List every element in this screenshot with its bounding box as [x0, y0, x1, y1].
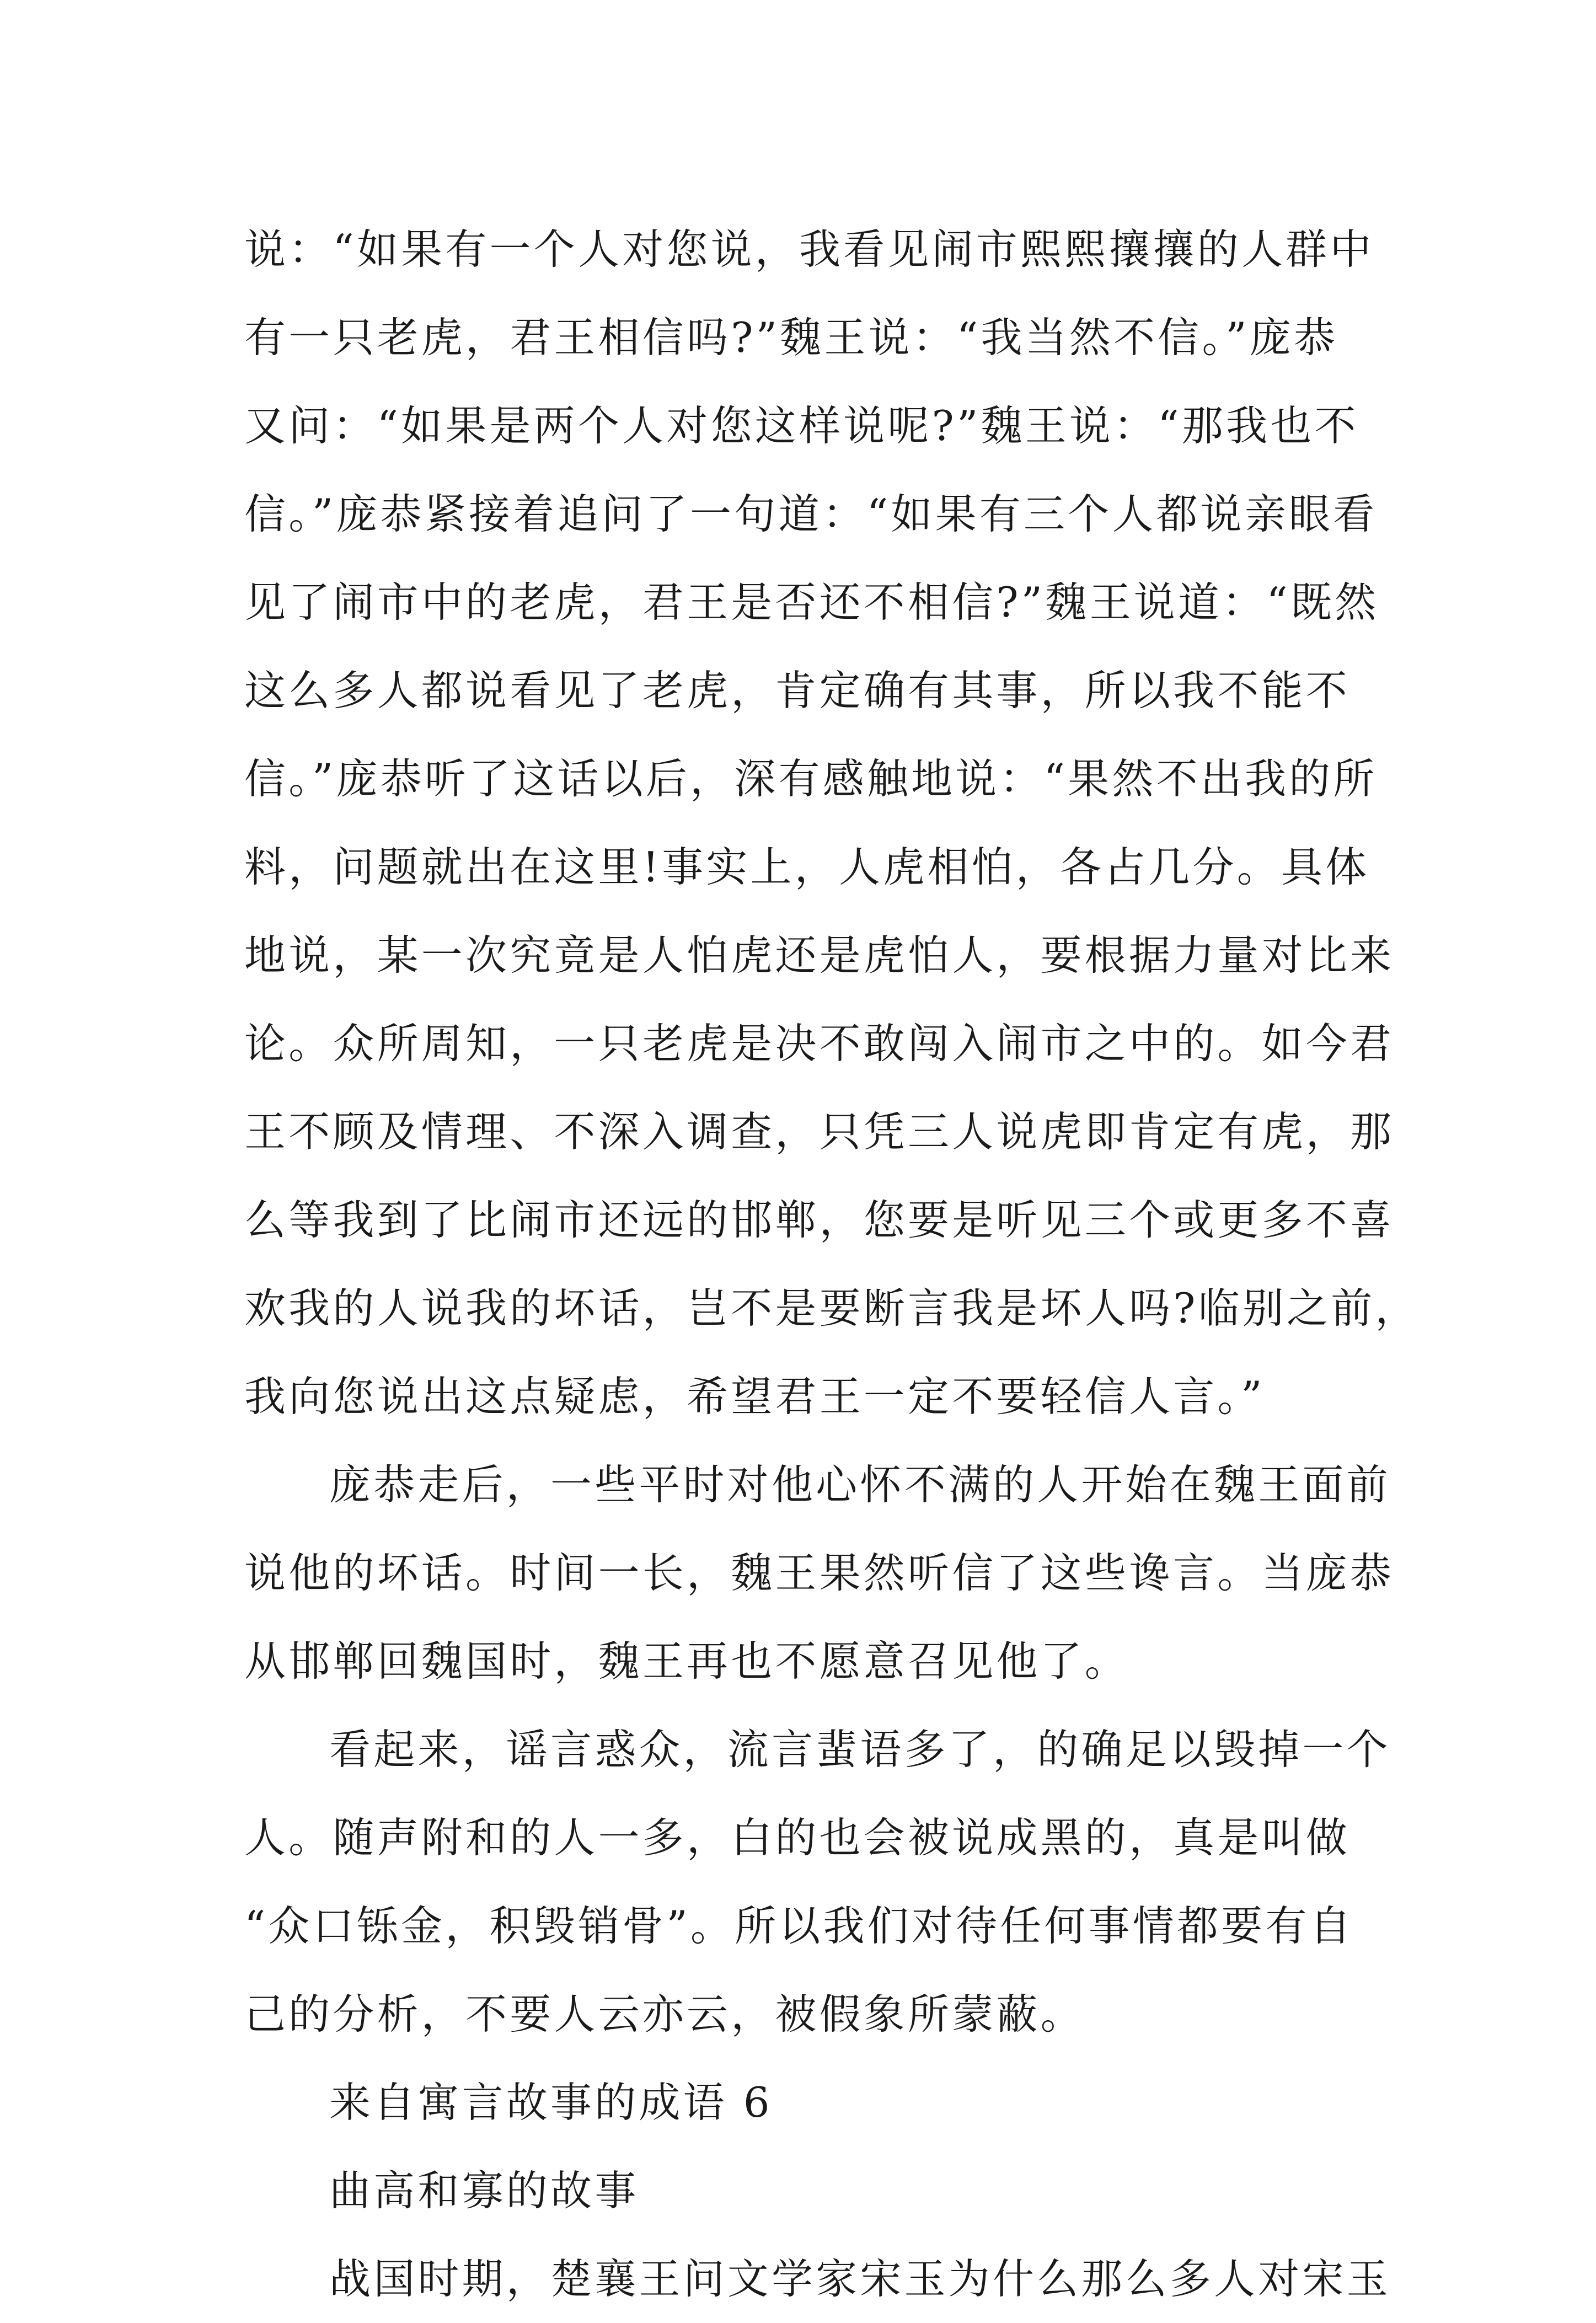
text-line: 人。随声附和的人一多，白的也会被说成黑的，真是叫做: [244, 1813, 1351, 1862]
text-line: 有一只老虎，君王相信吗?”魏王说：“我当然不信。”庞恭: [244, 313, 1338, 362]
text-line: 信。”庞恭听了这话以后，深有感触地说：“果然不出我的所: [244, 754, 1378, 803]
story-title: 曲高和寡的故事: [329, 2166, 639, 2215]
text-line: 王不顾及情理、不深入调查，只凭三人说虎即肯定有虎，那: [244, 1107, 1395, 1156]
text-line: 见了闹市中的老虎，君王是否还不相信?”魏王说道：“既然: [244, 578, 1379, 627]
text-line: 信。”庞恭紧接着追问了一句道：“如果有三个人都说亲眼看: [244, 490, 1378, 538]
text-line: “众口铄金，积毁销骨”。所以我们对待任何事情都要有自: [244, 1902, 1354, 1950]
text-line: 么等我到了比闹市还远的邯郸，您要是听见三个或更多不喜: [244, 1196, 1395, 1244]
text-line: 料，问题就出在这里!事实上，人虎相怕，各占几分。具体: [244, 843, 1370, 891]
text-line: 说他的坏话。时间一长，魏王果然听信了这些谗言。当庞恭: [244, 1549, 1395, 1597]
paragraph-start-line: 庞恭走后，一些平时对他心怀不满的人开始在魏王面前: [329, 1460, 1391, 1509]
text-line: 这么多人都说看见了老虎，肯定确有其事，所以我不能不: [244, 666, 1351, 715]
text-line: 说：“如果有一个人对您说，我看见闹市熙熙攘攘的人群中: [244, 225, 1374, 274]
text-line: 又问：“如果是两个人对您这样说呢?”魏王说：“那我也不: [244, 402, 1359, 450]
text-line: 地说，某一次究竟是人怕虎还是虎怕人，要根据力量对比来: [244, 931, 1395, 979]
text-line: 欢我的人说我的坏话，岂不是要断言我是坏人吗?临别之前，: [244, 1284, 1420, 1332]
text-line: 论。众所周知，一只老虎是决不敢闯入闹市之中的。如今君: [244, 1019, 1395, 1068]
paragraph-start-line: 看起来，谣言惑众，流言蜚语多了，的确足以毁掉一个: [329, 1725, 1391, 1774]
text-line: 己的分析，不要人云亦云，被假象所蒙蔽。: [244, 1990, 1085, 2038]
text-line: 从邯郸回魏国时，魏王再也不愿意召见他了。: [244, 1637, 1129, 1685]
section-heading: 来自寓言故事的成语 6: [329, 2078, 773, 2127]
paragraph-start-line: 战国时期，楚襄王问文学家宋玉为什么那么多人对宋玉: [329, 2255, 1391, 2303]
text-line: 我向您说出这点疑虑，希望君王一定不要轻信人言。”: [244, 1372, 1265, 1421]
document-body: [244, 205, 1420, 2323]
